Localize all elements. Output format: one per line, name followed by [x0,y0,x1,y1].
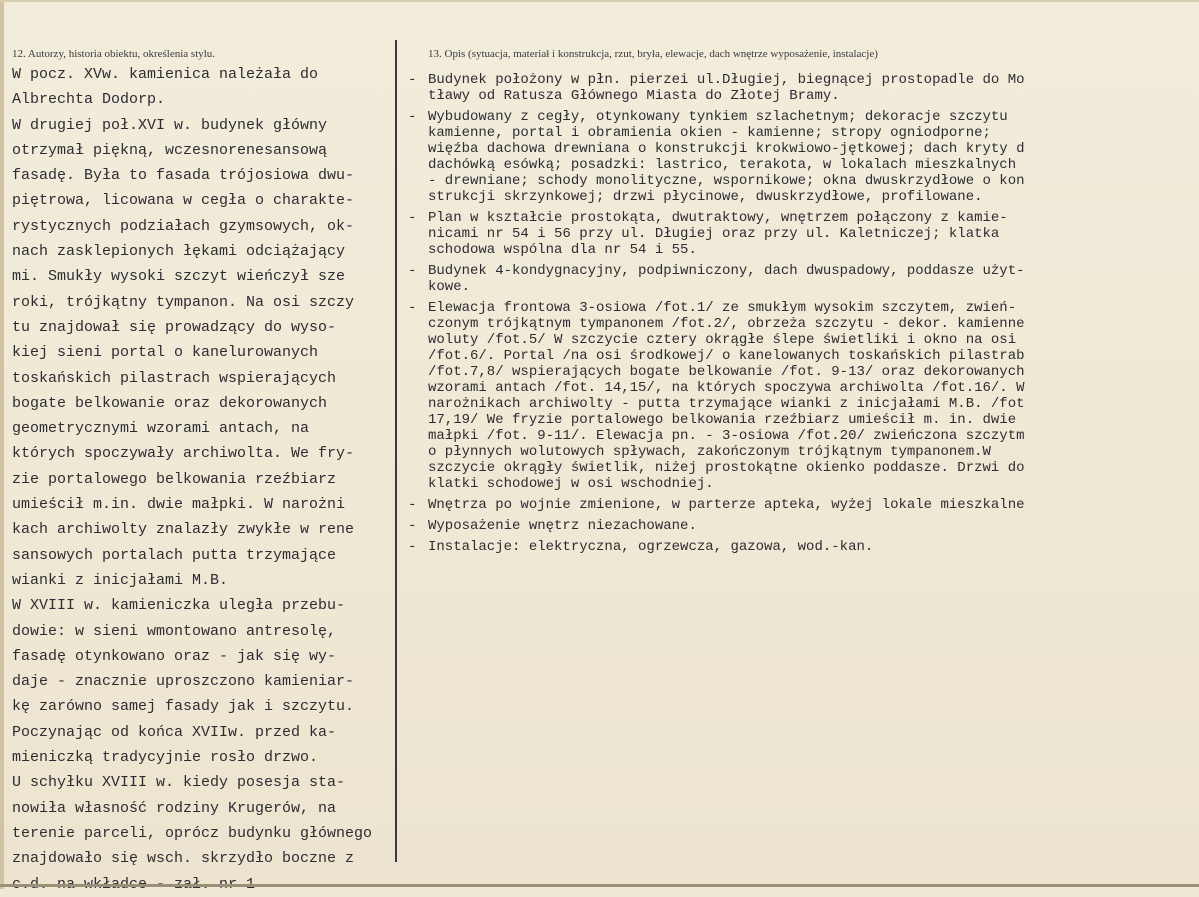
description-list-item [408,72,1183,104]
history-text-line: umieścił m.in. dwie małpki. W narożni [12,496,346,514]
description-text-line: narożnikach archiwolty - putta trzymające wianki z inicjałami M.B. /fot [428,396,1025,412]
history-text-line: tu znajdował się prowadzący do wyso- [12,318,337,336]
description-list-item [408,539,1183,555]
card-left-edge [0,2,4,889]
description-list-item [408,497,1183,513]
list-dash: - [408,210,417,226]
description-text-line: Plan w kształcie prostokąta, dwutraktowy, wnętrzem połączony z kamie- [428,210,1008,226]
history-text-line: nach zasklepionych łękami odciążający [12,243,346,261]
history-text-line: fasadę otynkowano oraz - jak się wy- [12,647,337,665]
description-text-line: Budynek 4-kondygnacyjny, podpiwniczony, dach dwuspadowy, poddasze użyt- [428,263,1025,279]
list-dash: - [408,263,417,279]
description-text-line: czonym trójkątnym tympanonem /fot.2/, obrzeża szczytu - dekor. kamienne [428,316,1025,332]
description-text-line: Instalacje: elektryczna, ogrzewcza, gazowa, wod.-kan. [428,539,874,555]
description-text-line: Wybudowany z cegły, otynkowany tynkiem szlachetnym; dekoracje szczytu [428,109,1008,125]
history-text-line: piętrowa, licowana w cegła o charakte- [12,192,355,210]
history-text-line: daje - znacznie uproszczono kamieniar- [12,673,355,691]
list-dash: - [408,72,417,88]
description-text-line: kamienne, portal i obramienia okien - kamienne; stropy ogniodporne; [428,125,991,141]
history-text-line: zie portalowego belkowania rzeźbiarz [12,470,337,488]
left-section-header: 12. Autorzy, historia obiektu, określenia stylu. [12,48,216,60]
history-text-line: znajdowało się wsch. skrzydło boczne z [12,850,355,868]
list-dash: - [408,300,417,316]
history-text-line: dowie: w sieni wmontowano antresolę, [12,622,337,640]
history-text-line: mieniczką tradycyjnie rosło drzwo. [12,749,319,767]
right-section-header: 13. Opis (sytuacja, materiał i konstrukcja, rzut, bryła, elewacje, dach wnętrze wyposażenie, instalacje) [428,48,878,60]
description-text-line: Budynek położony w płn. pierzei ul.Długiej, biegnącej prostopadle do Mo [428,72,1025,88]
history-text-line: roki, trójkątny tympanon. Na osi szczy [12,293,355,311]
description-text-line: Wyposażenie wnętrz niezachowane. [428,518,697,534]
description-list-item [408,210,1183,258]
history-text-line: geometrycznymi wzorami antach, na [12,420,310,438]
description-text-line: klatki schodowej w osi wschodniej. [428,476,714,492]
description-text-line: nicami nr 54 i 56 przy ul. Długiej oraz przy ul. Kaletniczej; klatka [428,226,1000,242]
description-list-item [408,263,1183,295]
description-text-line: woluty /fot.5/ W szczycie cztery okrągłe ślepe świetliki i okno na osi [428,332,1017,348]
description-text-line: 17,19/ We fryzie portalowego belkowania rzeźbiarz umieścił m. in. dwie [428,412,1017,428]
description-text-line: /fot.6/. Portal /na osi środkowej/ o kanelowanych toskańskich pilastrab [428,348,1025,364]
history-text-line: których spoczywały archiwolta. We fry- [12,445,355,463]
history-text-line: toskańskich pilastrach wspierających [12,369,337,387]
history-text-line: W drugiej poł.XVI w. budynek główny [12,116,328,134]
list-dash: - [408,497,417,513]
description-list-item [408,109,1183,205]
list-dash: - [408,539,417,555]
description-text-line: Elewacja frontowa 3-osiowa /fot.1/ ze smukłym wysokim szczytem, zwień- [428,300,1017,316]
description-text-line: Wnętrza po wojnie zmienione, w parterze apteka, wyżej lokale mieszkalne [428,497,1025,513]
description-text-line: strukcji skrzynkowej; drzwi płycinowe, dwuskrzydłowe, profilowane. [428,189,983,205]
history-text-line: kach archiwolty znalazły zwykłe w rene [12,521,355,539]
description-text-line: kowe. [428,279,471,295]
description-text-line: więźba dachowa drewniana o konstrukcji krokwiowo-jętkowej; dach kryty d [428,141,1025,157]
history-text-line: nowiła własność rodziny Krugerów, na [12,799,337,817]
history-text-line: sansowych portalach putta trzymające [12,546,337,564]
history-text-line: rystycznych podziałach gzymsowych, ok- [12,217,355,235]
description-text-line: małpki /fot. 9-11/. Elewacja pn. - 3-osiowa /fot.20/ zwieńczona szczytm [428,428,1025,444]
history-text-line: W XVIII w. kamieniczka uległa przebu- [12,597,346,615]
history-text-line: otrzymał piękną, wczesnorenesansową [12,141,328,159]
description-text-line: - drewniane; schody monolityczne, wspornikowe; okna dwuskrzydłowe o kon [428,173,1025,189]
history-column [12,62,402,897]
history-text-line: wianki z inicjałami M.B. [12,571,229,589]
history-text-line: Albrechta Dodorp. [12,91,166,109]
description-text-line: tławy od Ratusza Głównego Miasta do Złotej Bramy. [428,88,840,104]
list-dash: - [408,518,417,534]
history-text-line: kę zarówno samej fasady jak i szczytu. [12,698,355,716]
history-text-line: Poczynając od końca XVIIw. przed ka- [12,723,337,741]
description-text-line: o płynnych wolutowych spływach, zakończonym trójkątnym tympanonem.W [428,444,991,460]
history-text-line: mi. Smukły wysoki szczyt wieńczył sze [12,268,346,286]
description-text-line: /fot.7,8/ wspierających bogate belkowanie /fot. 9-13/ oraz dekorowanych [428,364,1025,380]
history-text-line: fasadę. Była to fasada trójosiowa dwu- [12,167,355,185]
description-text-line: schodowa wspólna dla nr 54 i 55. [428,242,697,258]
description-text-line: szczycie okrągły świetlik, niżej prostokątne okienko poddasze. Drzwi do [428,460,1025,476]
history-text-line: U schyłku XVIII w. kiedy posesja sta- [12,774,346,792]
history-text-line: kiej sieni portal o kanelurowanych [12,344,319,362]
list-dash: - [408,109,417,125]
description-text-line: wzorami antach /fot. 14,15/, na których spoczywa archiwolta /fot.16/. W [428,380,1025,396]
description-column [408,72,1183,560]
description-text-line: dachówką esówką; posadzki: lastrico, terakota, w lokalach mieszkalnych [428,157,1017,173]
history-text-line: W pocz. XVw. kamienica należała do [12,66,319,83]
history-text-line: terenie parceli, oprócz budynku głównego [12,824,373,842]
description-list-item [408,300,1183,492]
description-list-item [408,518,1183,534]
history-text-line: bogate belkowanie oraz dekorowanych [12,394,328,412]
